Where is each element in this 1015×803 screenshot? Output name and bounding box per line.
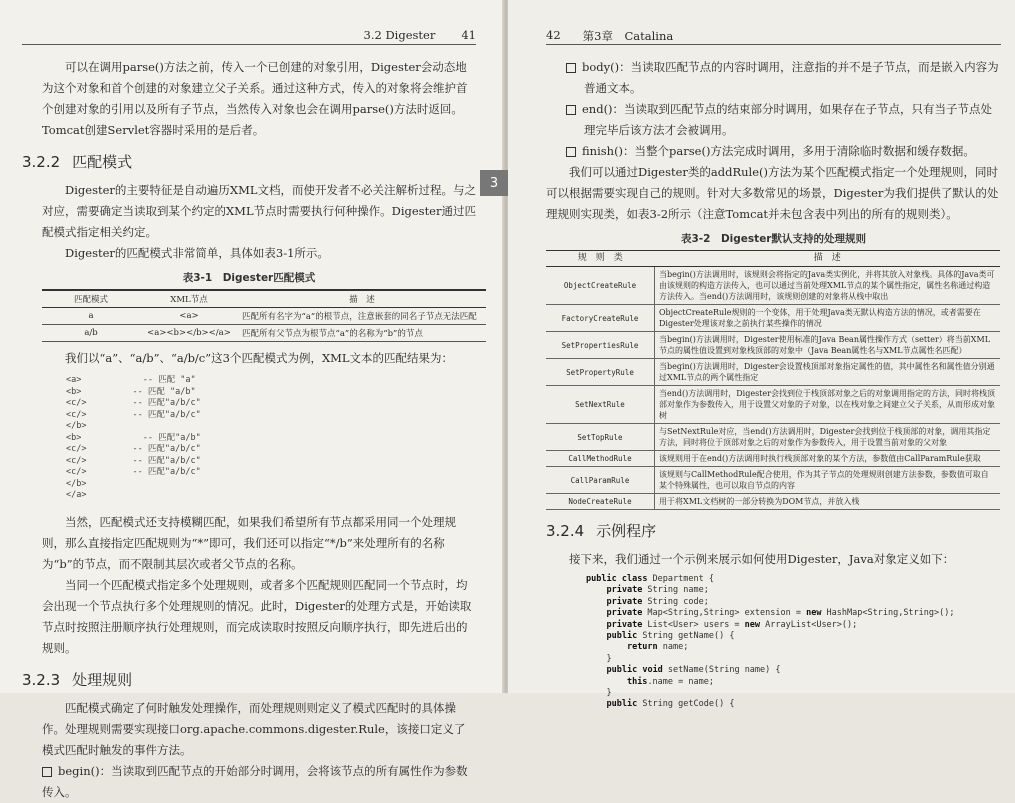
bullet-text: body()：当读取匹配节点的内容时调用，注意指的并不是子节点，而是嵌入内容为普通文本。 xyxy=(582,60,999,95)
rule-description-cell: 当end()方法调用时，Digester会找到位于栈顶部对象之后的对象调用指定的方法，同时将栈顶部对象作为参数传入，用于设置父对象的子对象，以在栈对象之间建立父子关系，从而形成对象树 xyxy=(655,386,1001,424)
bullet-body xyxy=(564,57,1001,99)
rule-class-cell: FactoryCreateRule xyxy=(546,305,655,332)
bullet-end xyxy=(564,99,1001,141)
rule-class-cell: CallParamRule xyxy=(546,467,655,494)
page-number-right: 42 xyxy=(546,28,561,42)
wildcard-paragraph: 当然，匹配模式还支持模糊匹配，如果我们希望所有节点都采用同一个处理规则，那么直接指定匹配规则为“*”即可，我们还可以指定“*/b”来处理所有的名称为“b”的节点，而不限制其层次或者父节点的名称。 xyxy=(42,514,456,571)
running-head-left xyxy=(22,28,476,45)
section-title: 匹配模式 xyxy=(72,153,133,171)
paragraph-322-1: Digester的主要特征是自动遍历XML文档，而使开发者不必关注解析过程。与之对应，需要确定当读取到某个约定的XML节点时需要执行何种操作。Digester通过匹配模式指定相关约定。 xyxy=(42,183,476,239)
table-header-cell: XML节点 xyxy=(140,290,238,308)
table-row xyxy=(546,359,1000,386)
example-intro-paragraph: 我们以“a”、“a/b”、“a/b/c”这3个匹配模式为例，XML文本的匹配结果为： xyxy=(65,351,454,365)
code-line: this.name = name; xyxy=(626,676,714,687)
table-row xyxy=(546,451,1000,467)
paragraph-322-2: Digester的匹配模式非常简单，具体如表3-1所示。 xyxy=(65,246,329,260)
table-cell: 匹配所有名字为“a”的根节点，注意嵌套的同名子节点无法匹配 xyxy=(238,308,486,325)
rule-description-cell: 当begin()方法调用时，Digester使用标准的Java Bean属性操作方式（setter）将当前XML节点的属性值设置到对象栈顶部的对象中（Java Bean属性名与XML节点属性名匹配） xyxy=(655,332,1001,359)
section-number: 3.2.2 xyxy=(22,153,61,171)
rule-class-cell: SetPropertiesRule xyxy=(546,332,655,359)
section-heading-323 xyxy=(22,669,476,690)
rule-description-cell: 当begin()方法调用时，Digester会设置栈顶部对象指定属性的值，其中属性名和属性值分别通过XML节点的两个属性指定 xyxy=(655,359,1001,386)
paragraph-324: 接下来，我们通过一个示例来展示如何使用Digester，Java对象定义如下： xyxy=(569,552,955,566)
section-number: 3.2.4 xyxy=(546,522,585,540)
bullet-begin xyxy=(22,761,476,803)
code-line: return name; xyxy=(626,642,689,653)
table-header-row xyxy=(546,251,1000,267)
table-row xyxy=(546,267,1000,305)
table-row xyxy=(546,467,1000,494)
page-number-left: 41 xyxy=(461,28,476,42)
rule-description-cell: ObjectCreateRule规则的一个变体，用于处理Java类无默认构造方法的情况，或者需要在Digester处理该对象之前执行某些操作的情况 xyxy=(655,305,1001,332)
running-head-right xyxy=(546,28,1001,45)
code-line: public void setName(String name) { xyxy=(606,665,781,676)
table-row xyxy=(42,325,486,342)
rule-description-cell: 该规则与CallMethodRule配合使用，作为其子节点的处理规则创建方法参数，参数值可取自某个特殊属性，也可以取自节点的内容 xyxy=(655,467,1001,494)
section-number: 3.2.3 xyxy=(22,670,61,689)
bullet-finish xyxy=(564,141,1001,162)
right-page xyxy=(508,0,1015,710)
section-heading-324 xyxy=(546,520,1001,541)
table-cell: <a> xyxy=(140,308,238,325)
code-line: } xyxy=(586,688,612,699)
rule-description-cell: 与SetNextRule对应，当end()方法调用时，Digester会找到位于栈顶部的对象，调用其指定方法，同时将位于顶部对象之后的对象作为参数传入，用于设置当前对象的父对象 xyxy=(655,424,1001,451)
rule-class-cell: CallMethodRule xyxy=(546,451,655,467)
bullet-text: begin()：当读取到匹配节点的开始部分时调用，会将该节点的所有属性作为参数传入。 xyxy=(42,763,468,799)
running-head-chapter: 第3章 Catalina xyxy=(582,29,674,43)
code-line: private Map<String,String> extension = new HashMap<String,String>(); xyxy=(606,608,955,619)
bullet-text: end()：当读取到匹配节点的结束部分时调用，如果存在子节点，只有当子节点处理完毕后该方法才会被调用。 xyxy=(582,102,993,137)
table-3-1-title: 表3-1 Digester匹配模式 xyxy=(182,272,316,284)
table-header-cell: 描 述 xyxy=(238,290,486,308)
rule-description-cell: 用于将XML文档树的一部分转换为DOM节点，并放入栈 xyxy=(655,494,1001,510)
section-title: 处理规则 xyxy=(72,670,133,689)
table-header-row xyxy=(42,290,486,308)
table-row xyxy=(546,424,1000,451)
checkbox-bullet-icon xyxy=(566,63,576,73)
rule-class-cell: SetNextRule xyxy=(546,386,655,424)
table-3-1 xyxy=(42,289,486,342)
code-line: } xyxy=(586,653,612,664)
table-row xyxy=(546,305,1000,332)
checkbox-bullet-icon xyxy=(42,767,52,777)
table-row xyxy=(546,386,1000,424)
table-header-cell: 描 述 xyxy=(655,251,1001,267)
running-head-section: 3.2 Digester xyxy=(363,28,436,42)
section-title: 示例程序 xyxy=(596,522,657,540)
rule-class-cell: SetPropertyRule xyxy=(546,359,655,386)
code-line: private String name; xyxy=(606,585,709,596)
rule-class-cell: SetTopRule xyxy=(546,424,655,451)
table-3-2-body xyxy=(546,267,1000,510)
table-cell: 匹配所有父节点为根节点“a”的名称为“b”的节点 xyxy=(238,325,486,342)
table-header-cell: 规 则 类 xyxy=(546,251,655,267)
table-row xyxy=(546,494,1000,510)
code-line: public String getName() { xyxy=(606,631,735,642)
table-3-2 xyxy=(546,250,1000,510)
table-header-cell: 匹配模式 xyxy=(42,290,140,308)
rule-class-cell: NodeCreateRule xyxy=(546,494,655,510)
table-row xyxy=(42,308,486,325)
table-cell: <a><b></b></a> xyxy=(140,325,238,342)
xml-example-code: <a> -- 匹配 "a" <b> -- 匹配 "a/b" <c/> -- 匹配"a/b/c" <c/> -- 匹配"a/b/c" </b> <b> -- 匹配"a/b" <c/> -- 匹配"a/b/c" <c/> -- 匹配"a/b/c" <c/> -- 匹配"a/b/c" </b> </a> xyxy=(66,375,201,500)
rule-description-cell: 该规则用于在end()方法调用时执行栈顶部对象的某个方法，参数值由CallParamRule获取 xyxy=(655,451,1001,467)
left-page xyxy=(0,0,506,799)
intro-paragraph: 可以在调用parse()方法之前，传入一个已创建的对象引用，Digester会动态地为这个对象和首个创建的对象建立父子关系。通过这种方式，传入的对象将会维护首个创建对象的引用以及所有子节点，当然传入对象也会在调用parse()方法时返回。Tomcat创建Servlet容器时采用的是后者。 xyxy=(42,60,468,137)
code-line: public String getCode() { xyxy=(606,699,735,710)
java-code-block xyxy=(586,574,1001,711)
checkbox-bullet-icon xyxy=(566,147,576,157)
checkbox-bullet-icon xyxy=(566,105,576,115)
chapter-thumb-tab: 3 xyxy=(480,170,508,196)
table-cell: a xyxy=(42,308,140,325)
bullet-text: finish()：当整个parse()方法完成时调用，多用于清除临时数据和缓存数据。 xyxy=(582,144,975,158)
code-line: private String code; xyxy=(606,596,709,607)
rule-description-cell: 当begin()方法调用时，该规则会将指定的Java类实例化，并将其放入对象栈。具体的Java类可由该规则的构造方法传入，也可以通过当前处理XML节点的某个属性指定，属性名称通过构造方法传入。当end()方法调用时，该规则创建的对象将从栈中取出 xyxy=(655,267,1001,305)
section-heading-322 xyxy=(22,151,476,172)
addrule-paragraph: 我们可以通过Digester类的addRule()方法为某个匹配模式指定一个处理规则，同时可以根据需要实现自己的规则。针对大多数常见的场景，Digester为我们提供了默认的处理规则实现类，如表3-2所示（注意Tomcat并未包含表中列出的所有的规则类）。 xyxy=(546,165,999,221)
table-3-2-title: 表3-2 Digester默认支持的处理规则 xyxy=(681,233,866,245)
paragraph-323: 匹配模式确定了何时触发处理操作，而处理规则则定义了模式匹配时的具体操作。处理规则需要实现接口org.apache.commons.digester.Rule，该接口定义了模式匹配时触发的事件方法。 xyxy=(42,700,466,757)
multi-rule-paragraph: 当同一个匹配模式指定多个处理规则，或者多个匹配规则匹配同一个节点时，均会出现一个节点执行多个处理规则的情况。此时，Digester的处理方式是，开始读取节点时按照注册顺序执行处理规则，而完成读取时按照反向顺序执行，即先进后出的规则。 xyxy=(42,577,472,655)
table-cell: a/b xyxy=(42,325,140,342)
table-row xyxy=(546,332,1000,359)
rule-class-cell: ObjectCreateRule xyxy=(546,267,655,305)
code-line: private List<User> users = new ArrayList<User>(); xyxy=(606,619,858,630)
code-line: public class Department { xyxy=(586,574,714,584)
